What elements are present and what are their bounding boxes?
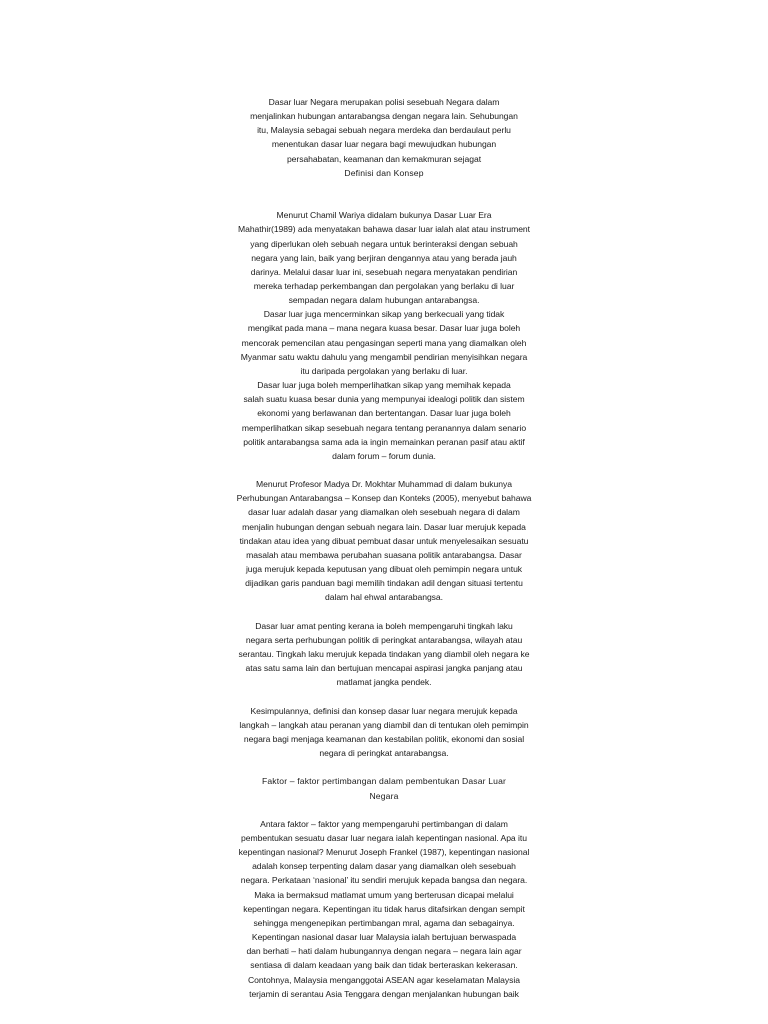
text-line: Mahathir(1989) ada menyatakan bahawa dasar luar ialah alat atau instrument bbox=[237, 224, 530, 235]
text-line: Myanmar satu waktu dahulu yang mengambil pendirian menyisihkan negara bbox=[240, 351, 528, 362]
section-heading-definisi: Definisi dan Konsep bbox=[344, 167, 424, 178]
text-line: dalam hal ehwal antarabangsa. bbox=[325, 592, 443, 603]
text-line: Dasar luar Negara merupakan polisi sesebuah Negara dalam bbox=[268, 97, 500, 107]
text-line: menentukan dasar luar negara bagi mewujudkan hubungan bbox=[271, 139, 497, 150]
text-line: Menurut Profesor Madya Dr. Mokhtar Muhammad di dalam bukunya bbox=[256, 479, 512, 490]
text-line: negara serta perhubungan politik di peringkat antarabangsa, wilayah atau bbox=[245, 634, 523, 645]
text-line: dijadikan garis panduan bagi memilih tindakan adil dengan situasi tertentu bbox=[245, 578, 523, 589]
text-line: dasar luar adalah dasar yang diamalkan oleh sesebuah negara di dalam bbox=[248, 507, 520, 518]
text-line: salah suatu kuasa besar dunia yang mempunyai idealogi politik dan sistem bbox=[243, 394, 525, 405]
text-line: juga merujuk kepada keputusan yang dibuat oleh pemimpin negara untuk bbox=[245, 564, 523, 575]
spacer bbox=[224, 194, 544, 208]
text-line: kepentingan nasional? Menurut Joseph Frankel (1987), kepentingan nasional bbox=[238, 847, 530, 858]
text-line: menjalin hubungan dengan sebuah negara lain. Dasar luar merujuk kepada bbox=[242, 521, 526, 532]
document-body bbox=[224, 95, 544, 1001]
text-line: serantau. Tingkah laku merujuk kepada tindakan yang diambil oleh negara ke bbox=[238, 649, 530, 660]
text-line: politik antarabangsa sama ada ia ingin memainkan peranan pasif atau aktif bbox=[243, 436, 525, 447]
paragraph-importance bbox=[224, 619, 544, 690]
text-line: darinya. Melalui dasar luar ini, sesebuah negara menyatakan pendirian bbox=[250, 266, 518, 277]
text-line: Dasar luar juga boleh memperlihatkan sikap yang memihak kepada bbox=[257, 380, 511, 391]
text-line: mengikat pada mana – mana negara kuasa besar. Dasar luar juga boleh bbox=[247, 323, 521, 334]
text-line: kepentingan negara. Kepentingan itu tidak harus ditafsirkan dengan sempit bbox=[243, 903, 525, 914]
text-line: Contohnya, Malaysia menganggotai ASEAN agar keselamatan Malaysia bbox=[248, 974, 520, 985]
section-heading-faktor bbox=[224, 774, 544, 802]
spacer bbox=[224, 690, 544, 704]
text-line: Maka ia bermaksud matlamat umum yang berterusan dicapai melalui bbox=[254, 889, 514, 900]
text-line: langkah – langkah atau peranan yang diambil dan di tentukan oleh pemimpin bbox=[239, 719, 529, 730]
paragraph-chamil-wariya bbox=[224, 208, 544, 463]
text-line: terjamin di serantau Asia Tenggara dengan menjalankan hubungan baik bbox=[249, 988, 519, 999]
paragraph-conclusion bbox=[224, 704, 544, 761]
text-line: memperlihatkan sikap sesebuah negara tentang peranannya dalam senario bbox=[241, 422, 527, 433]
text-line: negara yang lain, baik yang berjiran dengannya atau yang berada jauh bbox=[251, 252, 517, 263]
paragraph-mokhtar-muhammad bbox=[224, 477, 544, 604]
text-line: atas satu sama lain dan bertujuan mencapai aspirasi jangka panjang atau bbox=[245, 663, 523, 674]
text-line: sempadan negara dalam hubungan antarabangsa. bbox=[288, 295, 480, 306]
text-line: ekonomi yang berlawanan dan bertentangan. Dasar luar juga boleh bbox=[257, 408, 511, 419]
spacer bbox=[224, 760, 544, 774]
text-line: yang diperlukan oleh sebuah negara untuk berinteraksi dengan sebuah bbox=[250, 238, 518, 249]
text-line: sehingga mengenepikan pertimbangan mral, agama dan sebagainya. bbox=[253, 917, 515, 928]
text-line: Dasar luar juga mencerminkan sikap yang berkecuali yang tidak bbox=[263, 309, 505, 320]
heading-line: Faktor – faktor pertimbangan dalam pembentukan Dasar Luar bbox=[261, 776, 507, 787]
text-line: menjalinkan hubungan antarabangsa dengan negara lain. Sehubungan bbox=[250, 111, 518, 122]
spacer bbox=[224, 463, 544, 477]
text-line: Menurut Chamil Wariya didalam bukunya Dasar Luar Era bbox=[276, 210, 492, 221]
text-line: Perhubungan Antarabangsa – Konsep dan Konteks (2005), menyebut bahawa bbox=[236, 493, 532, 504]
text-line: negara. Perkataan ‘nasional’ itu sendiri merujuk kepada bangsa dan negara. bbox=[240, 875, 528, 886]
text-line: mencorak pemencilan atau pengasingan seperti mana yang diamalkan oleh bbox=[241, 337, 527, 348]
text-line: adalah konsep terpenting dalam dasar yang diamalkan oleh sesebuah bbox=[252, 861, 516, 872]
text-line: itu daripada pergolakan yang berlaku di luar. bbox=[300, 365, 468, 376]
text-line: Dasar luar amat penting kerana ia boleh mempengaruhi tingkah laku bbox=[255, 620, 513, 631]
paragraph-national-interest bbox=[224, 817, 544, 1001]
text-line: negara bagi menjaga keamanan dan kestabilan politik, ekonomi dan sosial bbox=[243, 733, 525, 744]
text-line: dan berhati – hati dalam hubungannya dengan negara – negara lain agar bbox=[246, 946, 522, 957]
text-line: matlamat jangka pendek. bbox=[336, 677, 432, 688]
text-line: itu, Malaysia sebagai sebuah negara merdeka dan berdaulaut perlu bbox=[257, 125, 511, 136]
text-line: tindakan atau idea yang dibuat pembuat dasar untuk menyelesaikan sesuatu bbox=[239, 535, 529, 546]
text-line: sentiasa di dalam keadaan yang baik dan tidak berteraskan kekerasan. bbox=[250, 960, 518, 971]
text-line: masalah atau membawa perubahan suasana politik antarabangsa. Dasar bbox=[246, 549, 522, 560]
text-line: pembentukan sesuatu dasar luar negara ialah kepentingan nasional. Apa itu bbox=[241, 833, 527, 844]
intro-paragraph bbox=[224, 95, 544, 166]
heading-line: Negara bbox=[369, 790, 399, 801]
text-line: mereka terhadap perkembangan dan pergolakan yang berlaku di luar bbox=[253, 281, 515, 291]
text-line: Antara faktor – faktor yang mempengaruhi pertimbangan di dalam bbox=[260, 818, 508, 829]
text-line: persahabatan, keamanan dan kemakmuran sejagat bbox=[286, 153, 482, 164]
text-line: negara di peringkat antarabangsa. bbox=[319, 748, 449, 759]
spacer bbox=[224, 803, 544, 817]
text-line: Kesimpulannya, definisi dan konsep dasar luar negara merujuk kepada bbox=[250, 705, 518, 716]
spacer bbox=[224, 180, 544, 194]
text-line: dalam forum – forum dunia. bbox=[332, 450, 436, 461]
spacer bbox=[224, 605, 544, 619]
text-line: Kepentingan nasional dasar luar Malaysia ialah bertujuan berwaspada bbox=[251, 932, 517, 943]
